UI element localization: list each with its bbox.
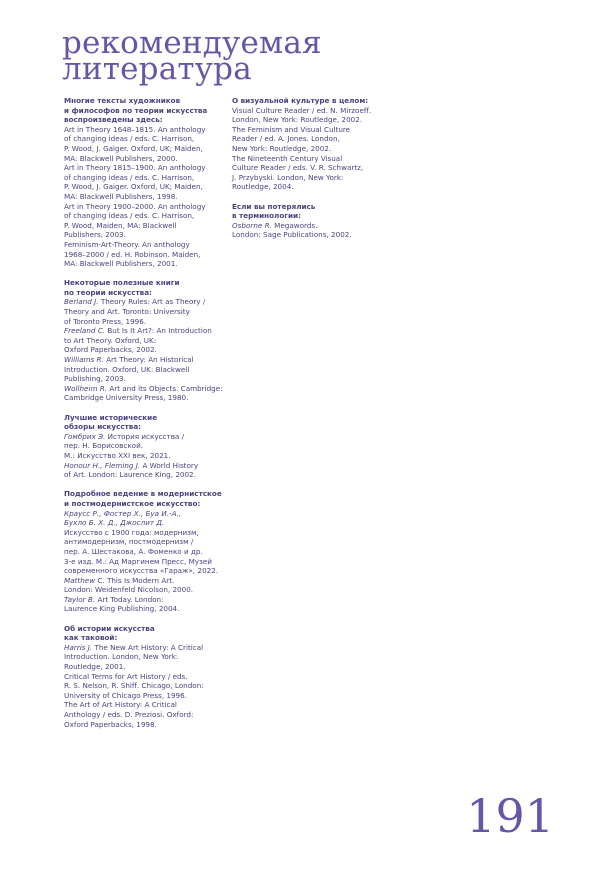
bibliography-entry bbox=[232, 154, 402, 192]
entry-text: C. This Is Modern Art. London: Weidenfeld Nicolson, 2000. bbox=[64, 575, 194, 595]
entry-text: Visual Culture Reader / ed. N. Mirzoeff. London, New York: Routledge, 2002. bbox=[232, 105, 372, 125]
entry-author: Berland J. bbox=[64, 297, 99, 307]
entry-author: Краусс Р., Фостер Х., Буа И.-А., Бухло Б. Х. Д., Джослит Д. bbox=[64, 508, 182, 528]
bibliography-entry bbox=[64, 326, 232, 355]
entry-author: Гомбрих Э. bbox=[64, 431, 106, 441]
bibliography-section bbox=[232, 96, 402, 192]
bibliography-section bbox=[64, 624, 232, 730]
bibliography-entry bbox=[64, 461, 232, 480]
entry-author: Williams R. bbox=[64, 355, 104, 365]
bibliography-entry bbox=[64, 672, 232, 701]
entry-author: Taylor B. bbox=[64, 594, 96, 604]
entry-author: Freeland C. bbox=[64, 326, 106, 336]
entry-text: Critical Terms for Art History / eds. R. S. Nelson, R. Shiff. Chicago, London: University of Chicago Press, 1996. bbox=[64, 671, 204, 700]
bibliography-entry bbox=[64, 240, 232, 269]
bibliography-entry bbox=[64, 202, 232, 240]
entry-text: Megawords. London: Sage Publications, 2002. bbox=[232, 220, 352, 240]
entry-text: Art in Theory 1815–1900. An anthology of changing ideas / eds. C. Harrison, P. Wood, J. Gaiger. Oxford, UK; Maiden, MA: Blackwell Publishers, 1998. bbox=[64, 163, 206, 201]
entry-author: Wollheim R. bbox=[64, 383, 108, 393]
entry-author: Harris J. bbox=[64, 642, 93, 652]
section-heading: Подробное ведение в модернистское и постмодернистское искусство: bbox=[64, 489, 222, 508]
section-heading: Об истории искусства как таковой: bbox=[64, 623, 155, 643]
entry-text: The New Art History: A Critical Introduction. London, New York: Routledge, 2001. bbox=[64, 642, 204, 672]
entry-author: Osborne R. bbox=[232, 220, 272, 230]
entry-text: Theory Rules: Art as Theory / Theory and Art. Toronto: University of Toronto Press, 1996. bbox=[64, 297, 206, 326]
entry-text: Art Today. London: Laurence King Publishing, 2004. bbox=[64, 594, 180, 614]
entry-text: A World History of Art. London: Laurence King, 2002. bbox=[64, 460, 199, 480]
title-line-1: рекомендуемая bbox=[62, 25, 322, 61]
bibliography-entry bbox=[64, 595, 232, 614]
entry-author: Honour H., Fleming J. bbox=[64, 460, 141, 470]
page-number: 191 bbox=[466, 789, 554, 843]
bibliography-section bbox=[64, 278, 232, 403]
entry-text: Art in Theory 1900–2000. An anthology of changing ideas / eds. C. Harrison, P. Wood, Maiden, MA: Blackwell Publishers, 2003. bbox=[64, 201, 206, 240]
bibliography-entry bbox=[232, 221, 402, 240]
entry-text: Art and its Objects. Cambridge: Cambridge University Press, 1980. bbox=[64, 383, 223, 403]
section-heading: Некоторые полезные книги по теории искусства: bbox=[64, 278, 180, 297]
bibliography-entry bbox=[64, 125, 232, 163]
bibliography-entry bbox=[64, 643, 232, 672]
bibliography-section bbox=[64, 489, 232, 614]
entry-text: But Is It Art?: An Introduction to Art Theory. Oxford, UK: Oxford Paperbacks, 2002. bbox=[64, 326, 212, 355]
section-heading: Многие тексты художников и философов по теории искусства воспроизведены здесь: bbox=[64, 96, 208, 125]
entry-text: Искусство с 1900 года: модернизм, антимодернизм, постмодернизм / пер. А. Шестакова, А. Фоменко и др. 3-е изд. М.: Ад Маргинем Пресс, Музей современного искусства «Гараж», 2022. bbox=[64, 527, 219, 576]
entry-text: The Nineteenth Century Visual Culture Reader / eds. V. R. Schwartz, J. Przybyski. London, New York: Routledge, 2004. bbox=[232, 153, 364, 192]
bibliography-entry bbox=[64, 355, 232, 384]
bibliography-section bbox=[232, 202, 402, 240]
entry-text: История искусства / пер. Н. Борисовской. М.: Искусство XXI век, 2021. bbox=[64, 431, 185, 460]
entry-text: Art in Theory 1648–1815. An anthology of changing ideas / eds. C. Harrison, P. Wood, J. Gaiger. Oxford, UK; Maiden, MA: Blackwell Publishers, 2000. bbox=[64, 124, 206, 163]
bibliography-section bbox=[64, 96, 232, 269]
bibliography-entry bbox=[64, 576, 232, 595]
section-heading: О визуальной культуре в целом: bbox=[232, 96, 369, 105]
bibliography-entry bbox=[64, 384, 232, 403]
entry-text: The Feminism and Visual Culture Reader / ed. A. Jones. London, New York: Routledge, 2002. bbox=[232, 124, 351, 153]
entry-author: Matthew bbox=[64, 575, 96, 585]
section-heading: Если вы потерялись в терминологии: bbox=[232, 201, 316, 221]
bibliography-right-column bbox=[232, 96, 402, 250]
bibliography-entry bbox=[64, 163, 232, 201]
bibliography-left-column bbox=[64, 96, 232, 739]
bibliography-entry bbox=[64, 509, 232, 576]
entry-text: The Art of Art History: A Critical Anthology / eds. D. Preziosi. Oxford: Oxford Paperbacks, 1998. bbox=[64, 700, 194, 729]
entry-text: Art Theory: An Historical Introduction. Oxford, UK: Blackwell Publishing, 2003. bbox=[64, 355, 194, 384]
title-line-2: литература bbox=[62, 51, 252, 87]
bibliography-entry bbox=[64, 432, 232, 461]
page-title bbox=[62, 25, 322, 87]
bibliography-section bbox=[64, 413, 232, 480]
bibliography-entry bbox=[64, 700, 232, 729]
entry-text: Feminism-Art-Theory. An anthology 1968–2000 / ed. H. Robinson. Maiden, MA: Blackwell Publishers, 2001. bbox=[64, 239, 201, 269]
bibliography-entry bbox=[232, 106, 402, 125]
section-heading: Лучшие исторические обзоры искусства: bbox=[64, 412, 158, 432]
bibliography-entry bbox=[64, 297, 232, 326]
bibliography-entry bbox=[232, 125, 402, 154]
